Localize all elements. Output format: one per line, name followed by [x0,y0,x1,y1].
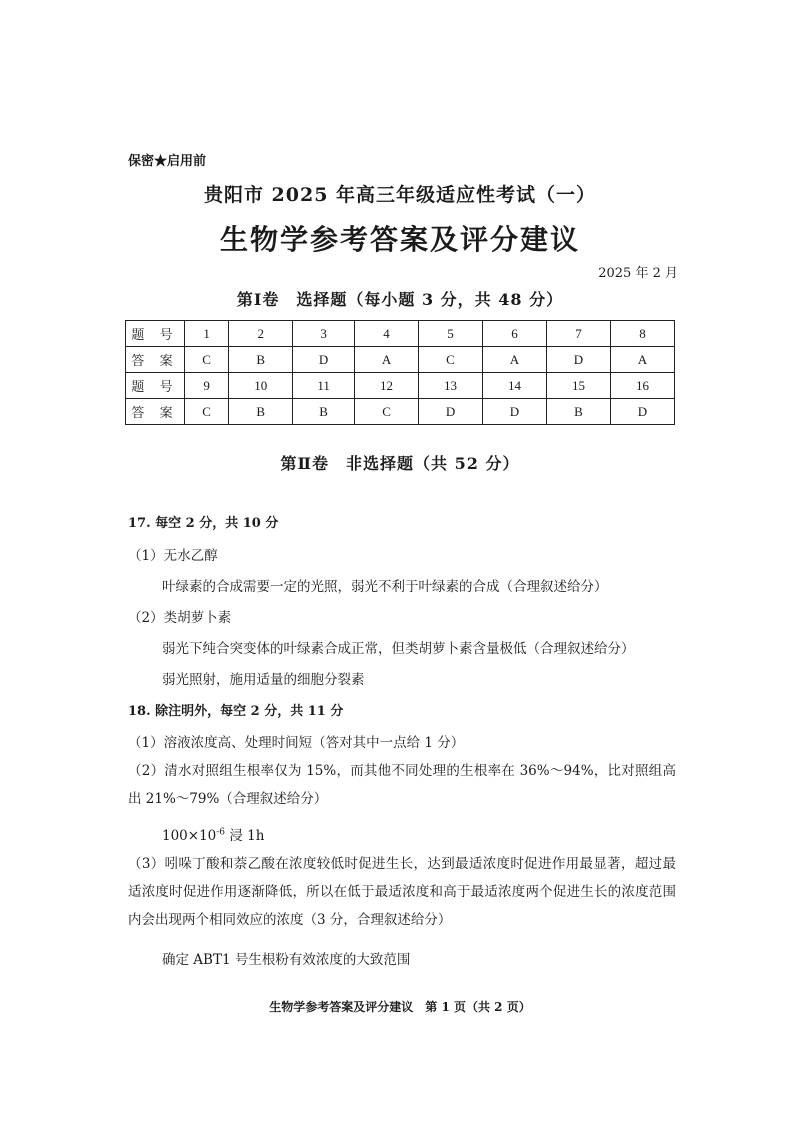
answer-table [125,320,675,425]
section2-title: 第Ⅱ卷 非选择题（共 52 分） [280,454,520,473]
answer-cell: B [546,399,610,425]
question-number: 2 [229,321,293,347]
answer-cell: A [355,347,419,373]
q18-heading: 18. 除注明外，每空 2 分，共 11 分 [128,704,344,719]
q17-answer-1: （1）无水乙醇 [128,548,218,564]
confidential-notice: 保密★启用前 [128,154,207,169]
answer-cell: B [229,347,293,373]
q17-heading: 17. 每空 2 分，共 10 分 [128,516,279,531]
table-row [126,373,675,399]
row-label: 题 号 [126,373,185,399]
answer-cell: D [546,347,610,373]
answer-cell: D [610,399,674,425]
document-title: 生物学参考答案及评分建议 [219,223,580,256]
answer-cell: A [483,347,547,373]
q17-answer-2: （2）类胡萝卜素 [128,610,232,626]
table-row [126,321,675,347]
q17-answer-2-reason: 弱光下纯合突变体的叶绿素合成正常，但类胡萝卜素含量极低（合理叙述给分） [162,641,635,657]
question-number: 5 [419,321,483,347]
q17-answer-1-reason: 叶绿素的合成需要一定的光照，弱光不利于叶绿素的合成（合理叙述给分） [162,579,608,595]
exam-title: 贵阳市 2025 年高三年级适应性考试（一） [203,184,597,206]
answer-cell: C [419,347,483,373]
question-number: 7 [546,321,610,347]
question-number: 13 [419,373,483,399]
q18-answer-4: 确定 ABT1 号生根粉有效浓度的大致范围 [162,952,411,968]
soak-time: 浸 1h [225,828,265,844]
question-number: 3 [293,321,355,347]
answer-cell: D [483,399,547,425]
q18-answer-1: （1）溶液浓度高、处理时间短（答对其中一点给 1 分） [128,735,465,751]
q18-answer-3: （3）吲哚丁酸和萘乙酸在浓度较低时促进生长，达到最适浓度时促进作用最显著，超过最适浓度时促进作用逐渐降低，所以在低于最适浓度和高于最适浓度两个促进生长的浓度范围内会出现两个相同效应的浓度（3 分，合理叙述给分） [128,856,676,928]
row-label: 题 号 [126,321,185,347]
answer-cell: A [610,347,674,373]
answer-cell: C [355,399,419,425]
table-row [126,347,675,373]
question-number: 12 [355,373,419,399]
question-number: 1 [185,321,229,347]
concentration-exponent: -6 [216,827,226,838]
document-date: 2025 年 2 月 [598,266,678,281]
question-number: 10 [229,373,293,399]
question-number: 8 [610,321,674,347]
answer-cell: C [185,399,229,425]
answer-cell: D [293,347,355,373]
q18-answer-2b [162,824,264,844]
q17-answer-3: 弱光照射，施用适量的细胞分裂素 [162,672,365,688]
row-label: 答 案 [126,399,185,425]
q18-answer-2: （2）清水对照组生根率仅为 15%，而其他不同处理的生根率在 36%～94%，比对照组高出 21%～79%（合理叙述给分） [128,763,676,807]
answer-cell: D [419,399,483,425]
table-row [126,399,675,425]
answer-cell: C [185,347,229,373]
question-number: 15 [546,373,610,399]
answer-cell: B [229,399,293,425]
section1-title: 第Ⅰ卷 选择题（每小题 3 分，共 48 分） [236,290,564,309]
question-number: 11 [293,373,355,399]
question-number: 6 [483,321,547,347]
answer-cell: B [293,399,355,425]
question-number: 4 [355,321,419,347]
question-number: 14 [483,373,547,399]
row-label: 答 案 [126,347,185,373]
concentration-value: 100×10 [162,828,217,844]
page-footer: 生物学参考答案及评分建议 第 1 页（共 2 页） [269,1000,531,1014]
question-number: 16 [610,373,674,399]
question-number: 9 [185,373,229,399]
